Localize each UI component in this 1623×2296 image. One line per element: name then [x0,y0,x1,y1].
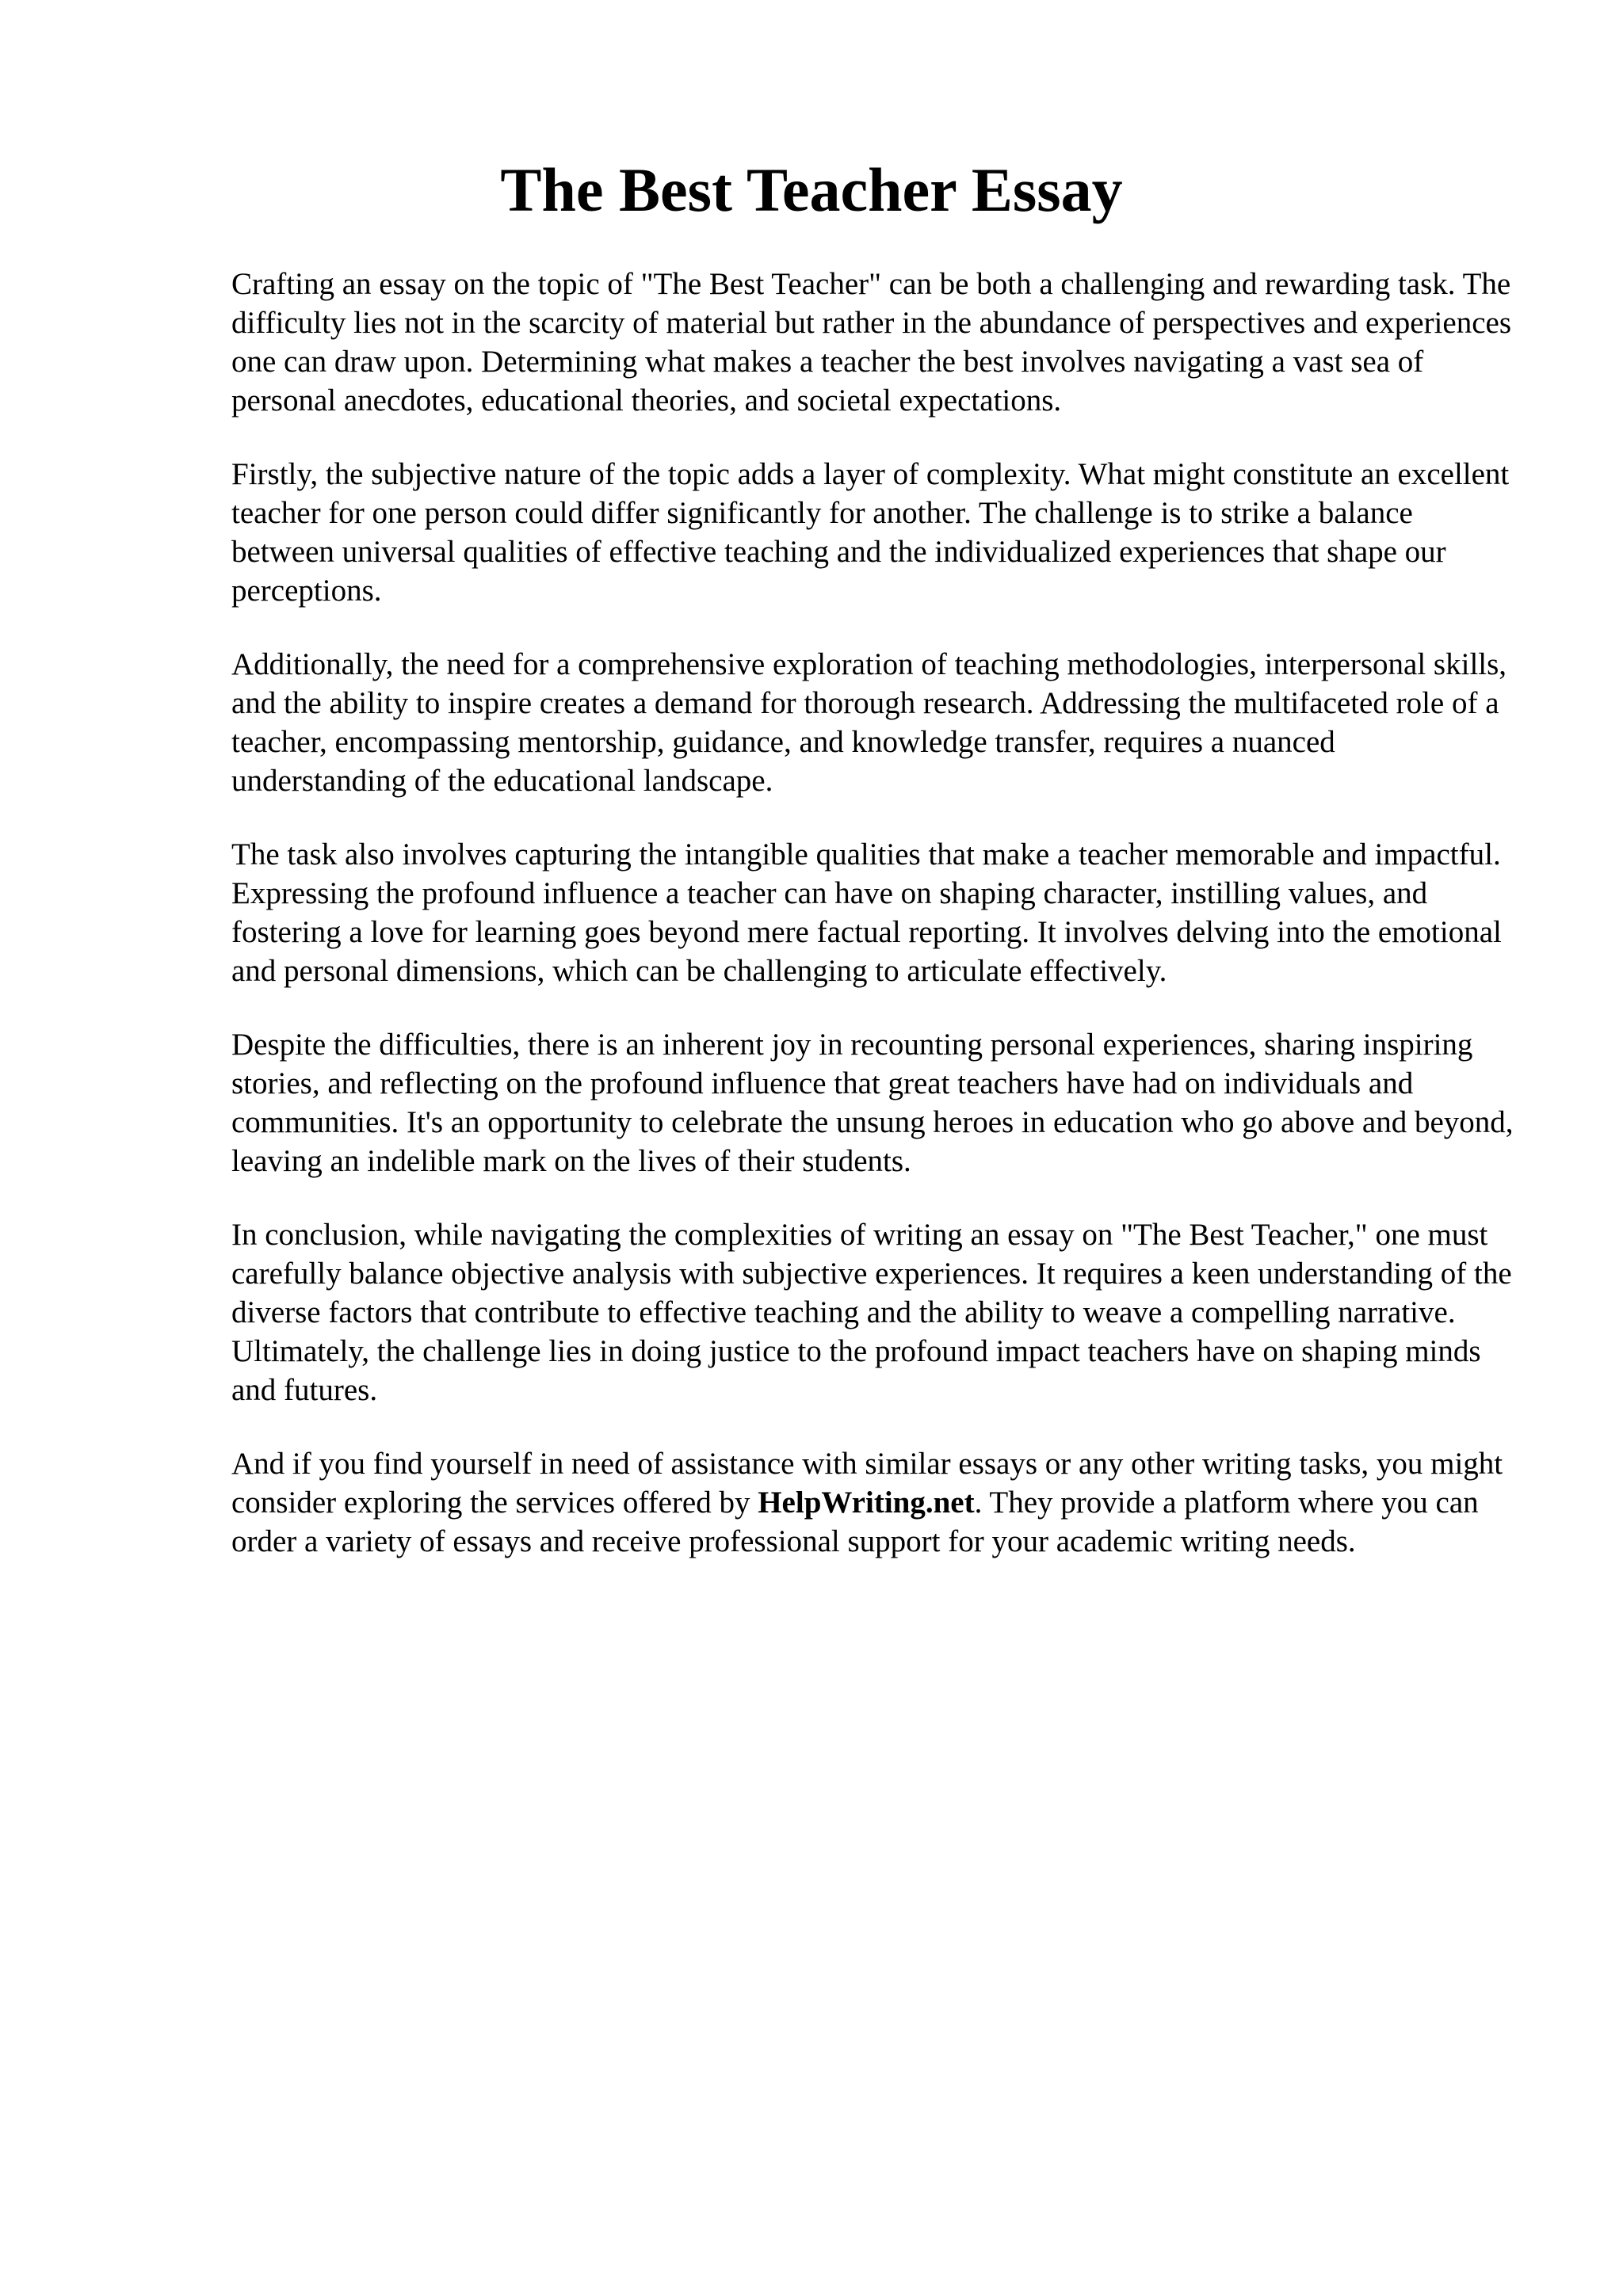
paragraph-1: Crafting an essay on the topic of "The Best Teacher" can be both a challenging and rewarding task. The difficulty lies not in the scarcity of material but rather in the abundance of perspectives and experiences one can draw upon. Determining what makes a teacher the best involves navigating a vast sea of personal anecdotes, educational theories, and societal expectations. [231,267,1511,418]
paragraph-2: Firstly, the subjective nature of the topic adds a layer of complexity. What might constitute an excellent teacher for one person could differ significantly for another. The challenge is to strike a balance between universal qualities of effective teaching and the individualized experiences that shape our perceptions. [231,457,1510,608]
paragraph-5: Despite the difficulties, there is an inherent joy in recounting personal experiences, sharing inspiring stories, and reflecting on the profound influence that great teachers have had on individuals and communities. It's an opportunity to celebrate the unsung heroes in education who go above and beyond, leaving an indelible mark on the lives of their students. [231,1028,1514,1178]
paragraph-7 [231,1444,1515,1561]
paragraph-7-lead: And if you find yourself in need of assistance with similar essays or any other writing tasks, you might consider exploring the services offered by [231,1447,1503,1520]
paragraph-3: Additionally, the need for a comprehensive exploration of teaching methodologies, interpersonal skills, and the ability to inspire creates a demand for thorough research. Addressing the multifaceted role of a teacher, encompassing mentorship, guidance, and knowledge transfer, requires a nuanced understanding of the educational landscape. [231,647,1507,798]
paragraph-6: In conclusion, while navigating the complexities of writing an essay on "The Best Teacher," one must carefully balance objective analysis with subjective experiences. It requires a keen understanding of the diverse factors that contribute to effective teaching and the ability to weave a compelling narrative. Ultimately, the challenge lies in doing justice to the profound impact teachers have on shaping minds and futures. [231,1218,1512,1407]
paragraph-7-tail: . They provide a platform where you can order a variety of essays and receive professional support for your academic writing needs. [231,1486,1479,1558]
paragraph-4: The task also involves capturing the intangible qualities that make a teacher memorable and impactful. Expressing the profound influence a teacher can have on shaping character, instilling values, and fostering a love for learning goes beyond mere factual reporting. It involves delving into the emotional and personal dimensions, which can be challenging to articulate effectively. [231,837,1502,988]
essay-body [231,265,1515,1596]
page-title: The Best Teacher Essay [500,155,1123,224]
brand-link[interactable]: HelpWriting.net [758,1486,975,1520]
